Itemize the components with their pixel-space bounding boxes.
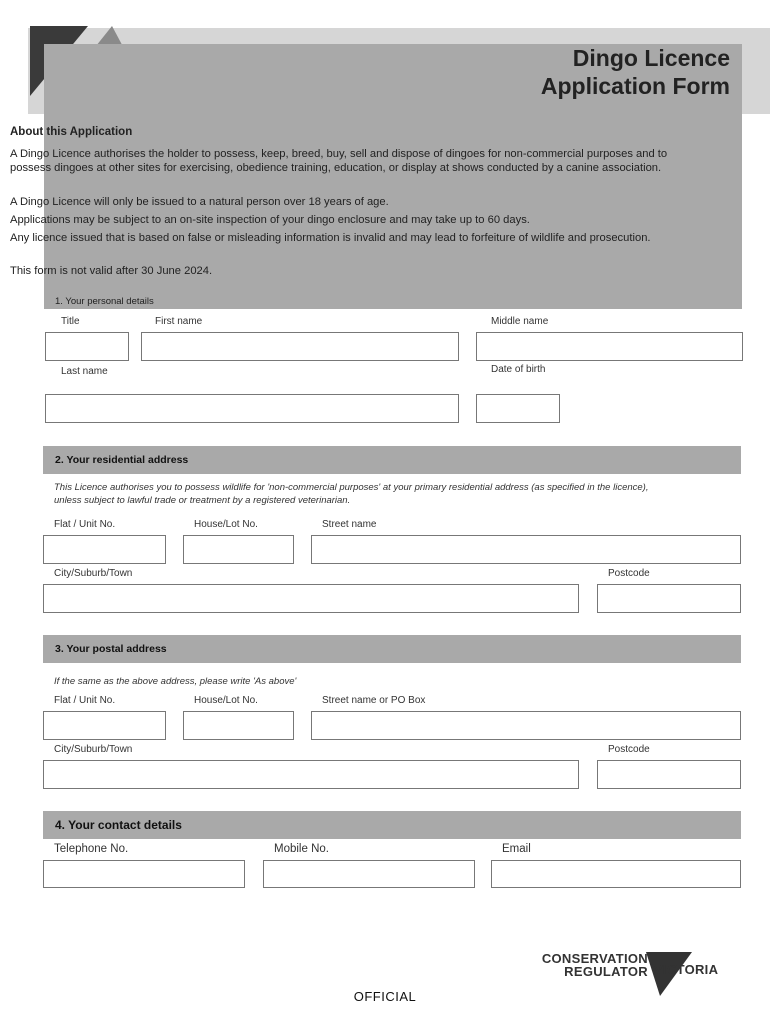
post-house-label: House/Lot No. <box>194 695 258 706</box>
logo-victoria <box>654 963 718 977</box>
about-paragraph-4: Any licence issued that is based on false or misleading information is invalid and may lead to forfeiture of wildlife and prosecution. <box>10 232 651 244</box>
title-input[interactable] <box>45 332 129 361</box>
res-postcode-label: Postcode <box>608 568 650 579</box>
section-2-header <box>43 446 741 474</box>
res-city-input[interactable] <box>43 584 579 613</box>
section-3-header <box>43 635 741 663</box>
middle-name-input[interactable] <box>476 332 743 361</box>
section-2-note: This Licence authorises you to possess wildlife for 'non-commercial purposes' at your primary residential address (as specified in the licence), unless subject to lawful trade or treatment by a registered veterinarian. <box>54 482 649 506</box>
dob-input[interactable] <box>476 394 560 423</box>
about-paragraph-3: Applications may be subject to an on-site inspection of your dingo enclosure and may take up to 60 days. <box>10 214 530 226</box>
logo-victoria-text: VICTORIA <box>654 962 719 977</box>
section-3-heading: 3. Your postal address <box>55 643 167 655</box>
middle-name-label: Middle name <box>491 316 549 327</box>
telephone-label: Telephone No. <box>54 843 129 855</box>
section-4-header <box>43 811 741 839</box>
post-flat-input[interactable] <box>43 711 166 740</box>
about-paragraph-5: This form is not valid after 30 June 2024. <box>10 265 213 277</box>
res-postcode-input[interactable] <box>597 584 741 613</box>
post-house-input[interactable] <box>183 711 294 740</box>
res-city-label: City/Suburb/Town <box>54 568 133 579</box>
logo-line1: CONSERVATION <box>541 951 648 966</box>
res-street-label: Street name <box>322 519 377 530</box>
first-name-input[interactable] <box>141 332 459 361</box>
about-paragraph-2: A Dingo Licence will only be issued to a natural person over 18 years of age. <box>10 196 389 208</box>
post-flat-label: Flat / Unit No. <box>54 695 116 706</box>
email-label: Email <box>502 843 531 855</box>
about-heading: About this Application <box>10 126 133 138</box>
post-street-input[interactable] <box>311 711 741 740</box>
last-name-label: Last name <box>61 366 108 377</box>
res-flat-input[interactable] <box>43 535 166 564</box>
post-city-input[interactable] <box>43 760 579 789</box>
logo-line2: REGULATOR <box>564 964 648 979</box>
section-2-heading: 2. Your residential address <box>55 454 189 466</box>
email-input[interactable] <box>491 860 741 888</box>
post-city-label: City/Suburb/Town <box>54 744 133 755</box>
footer-classification: OFFICIAL <box>353 989 417 1004</box>
post-postcode-label: Postcode <box>608 744 650 755</box>
dob-label: Date of birth <box>491 364 546 375</box>
section-3-note: If the same as the above address, please write 'As above' <box>54 676 297 687</box>
section-1-label: 1. Your personal details <box>55 296 154 307</box>
first-name-label: First name <box>155 316 203 327</box>
page-title-line1: Dingo Licence <box>572 45 730 71</box>
mobile-label: Mobile No. <box>274 843 329 855</box>
post-street-label: Street name or PO Box <box>322 695 426 706</box>
res-flat-label: Flat / Unit No. <box>54 519 116 530</box>
telephone-input[interactable] <box>43 860 245 888</box>
res-house-label: House/Lot No. <box>194 519 258 530</box>
page-title-line2: Application Form <box>540 73 730 99</box>
about-paragraph-1: A Dingo Licence authorises the holder to possess, keep, breed, buy, sell and dispose of dingoes for non-commercial purposes and to possess dingoes at other sites for exercising, obedience training, education, or display at shows conducted by a canine association. <box>10 148 668 174</box>
page-title <box>541 44 730 100</box>
title-label: Title <box>61 316 80 327</box>
post-postcode-input[interactable] <box>597 760 741 789</box>
last-name-input[interactable] <box>45 394 459 423</box>
mobile-input[interactable] <box>263 860 475 888</box>
res-house-input[interactable] <box>183 535 294 564</box>
res-street-input[interactable] <box>311 535 741 564</box>
section-4-heading: 4. Your contact details <box>55 818 182 832</box>
